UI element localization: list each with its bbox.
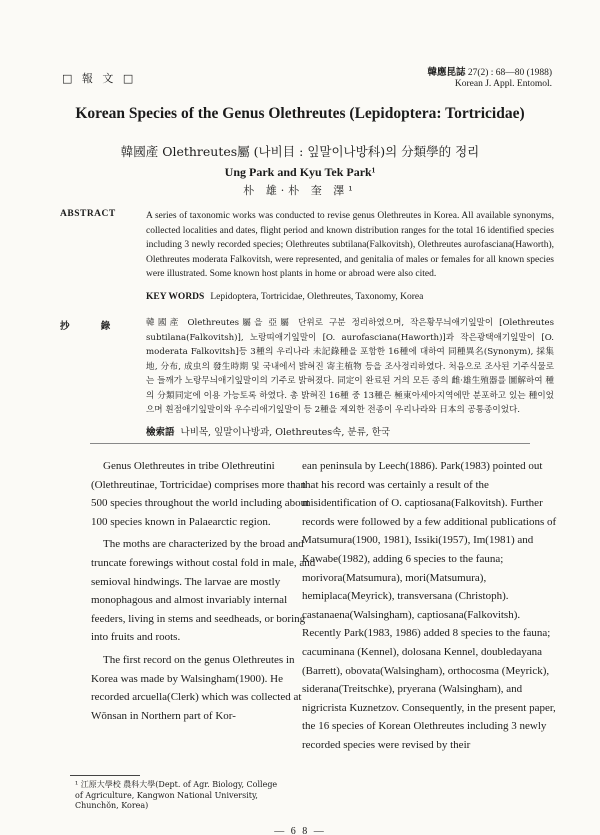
abstract-text: A series of taxonomic works was conducted to revise genus Olethreutes in Korea. All available synonyms, collected localities and dates, flight period and known distribution ranges for the total 16 identified species including 3 newly recorded species; Olethreutes subtilana(Falkovitsh), Olethreutes aurofasciana(Haworth), Olethreutes moderata Falkovitsh, were represented, and genitalia of males or females for all known species were illustrated. Some known host plants in home or abroad were also cited. <box>146 211 554 280</box>
section-divider <box>90 443 530 444</box>
body-column-right <box>302 457 558 755</box>
article-title-kr: 韓國產 Olethreutes屬 (나비目 : 잎말이나방科)의 分類學的 정리 <box>120 144 480 159</box>
footnote: ¹ 江原大學校 農科大學(Dept. of Agr. Biology, College of Agriculture, Kangwon National University, Chunchŏn, Korea) <box>75 780 278 810</box>
keywords-label: KEY WORDS <box>146 292 205 302</box>
footnote-rule <box>70 775 140 776</box>
article-title: Korean Species of the Genus Olethreutes (Lepidoptera: Tortricidae) <box>75 105 525 122</box>
keywords-kr-text: 나비목, 잎말이나방과, Olethreutes속, 분류, 한국 <box>180 427 391 438</box>
section-label: □ 報 文 □ <box>62 72 137 85</box>
authors: Ung Park and Kyu Tek Park¹ <box>224 165 376 179</box>
summary-kr-label: 抄 錄 <box>60 321 125 332</box>
body-column-left <box>91 457 321 725</box>
body-paragraph: The moths are characterized by the broad and truncate forewings without costal fold in male, and semioval hindwings. The larvae are mostly monophagous and almost invariably internal feeders, living in stems and seedheads, or boring into fruits and roots. <box>91 538 316 644</box>
body-paragraph: ean peninsula by Leech(1886). Park(1983) pointed out that his record was certainly a result of the misidentification of O. captiosana(Falkovitsh). Further records were followed by a few additional publications of Matsumura(1900, 1981), Issiki(1957), Im(1981) and Kawabe(1982), adding 6 species to the fauna; morivora(Matsumura), mori(Matsumura), hemiplaca(Meyrick), transversana (Christoph). castanaena(Walsingham), captiosana(Falkovitsh). Recently Park(1983, 1986) added 8 species to the fauna; cacuminana (Kennel), dolosana Kennel, doubledayana (Barrett), obovata(Walsingham), orthocosma (Meyrick), siderana(Treitschke), pryerana (Walsingham), and nigricrista Kuznetzov. Consequently, in the present paper, the 16 species of Korean Olethreutes including 3 newly recorded species were revised by their <box>302 460 557 751</box>
page-number: — 6 8 — <box>274 826 326 835</box>
keywords-kr-label: 檢索語 <box>146 427 175 438</box>
summary-kr-text: 韓國產 Olethreutes屬을 亞屬 단위로 구분 정리하였으며, 작은황무늬애기잎말이 [Olethreutes subtilana(Falkovitsh)], 노랑띠애기잎말이 [O. aurofasciana(Haworth)]과 작은광택애기잎말이 [O. moderata Falkovitsh]등 3種의 우리나라 未記錄種을 포함한 16種에 대하여 同種異名(Synonym), 採集地, 分布, 成虫의 發生時期 및 국내에서 밝혀진 寄主植物 등을 조사정리하였다. 처음으로 조사된 기주식물로는 들깨가 노랑무늬애기잎말이의 기주로 밝혀졌다. 同定이 완료된 거의 모든 종의 雌·雄生殖器를 圖解하여 種의 分類同定에 이용 가능토록 하였다. 총 밝혀진 16種 중 13種은 極東아세아지역에만 분포하고 있는 種이었으며 흰점애기잎말이와 우수리애기잎말이 등 2種을 제외한 전종이 우리나라와 日本의 공통종이었다. <box>146 318 554 415</box>
keywords-text: Lepidoptera, Tortricidae, Olethreutes, Taxonomy, Korea <box>210 292 424 302</box>
journal-name-kr: 韓應昆誌 <box>427 68 466 78</box>
body-paragraph: The first record on the genus Olethreutes in Korea was made by Walsingham(1900). He recorded arcuella(Clerk) which was collected at Wŏnsan in Northern part of Kor- <box>91 653 302 722</box>
journal-volume: 27(2) : 68—80 (1988) <box>467 68 552 78</box>
keywords-kr <box>146 424 554 438</box>
keywords <box>146 292 554 302</box>
abstract-label: ABSTRACT <box>60 209 116 219</box>
body-paragraph: Genus Olethreutes in tribe Olethreutini (Olethreutinae, Tortricidae) comprises more than 500 species throughout the world including about 100 species known in Palaearctic region. <box>91 460 310 528</box>
journal-name-en: Korean J. Appl. Entomol. <box>454 79 552 89</box>
authors-kr: 朴 雄·朴 奎 澤¹ <box>243 184 357 197</box>
journal-citation <box>427 68 552 90</box>
